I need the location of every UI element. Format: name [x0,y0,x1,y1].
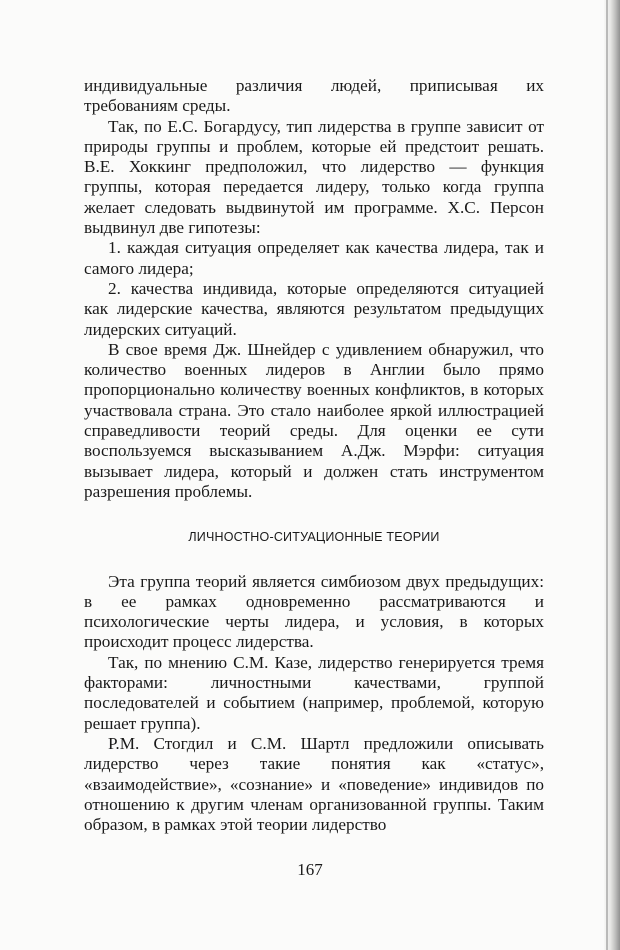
scan-shadow-line [606,0,608,950]
list-item: 1. каждая ситуация определяет как качества лидера, так и самого лидера; [84,238,544,278]
list-item: 2. качества индивида, которые определяются ситуацией как лидерские качества, являются результатом предыдущих лидерских ситуаций. [84,278,544,339]
paragraph: индивидуальные различия людей, приписывая их требованиям среды. [84,76,544,116]
paragraph: Так, по Е.С. Богардусу, тип лидерства в группе зависит от природы группы и проблем, которые ей предстоит решать. В.Е. Хоккинг предположил, что лидерство — функция группы, которая передается лидеру, только когда группа желает следовать выдвинутой им программе. Х.С. Персон выдвинул две гипотезы: [84,116,544,238]
section-heading: ЛИЧНОСТНО-СИТУАЦИОННЫЕ ТЕОРИИ [188,530,440,545]
paragraph: Эта группа теорий является симбиозом двух предыдущих: в ее рамках одновременно рассматриваются и психологические черты лидера, и условия, в которых происходит процесс лидерства. [84,571,544,652]
page-number: 167 [297,860,323,879]
paragraph: В свое время Дж. Шнейдер с удивлением обнаружил, что количество военных лидеров в Англии было прямо пропорционально количеству военных конфликтов, в которых участвовала страна. Это стало наиболее яркой иллюстрацией справедливости теорий среды. Для оценки ее сути воспользуемся высказыванием А.Дж. Мэрфи: ситуация вызывает лидера, который и должен стать инструментом разрешения проблемы. [84,339,544,501]
paragraph: Р.М. Стогдил и С.М. Шартл предложили описывать лидерство через такие понятия как «статус», «взаимодействие», «сознание» и «поведение» индивидов по отношению к другим членам организованной группы. Таким образом, в рамках этой теории лидерство [84,733,544,835]
paragraph: Так, по мнению С.М. Казе, лидерство генерируется тремя факторами: личностными качествами, группой последователей и событием (например, проблемой, которую решает группа). [84,652,544,733]
page-text-block [84,76,544,835]
